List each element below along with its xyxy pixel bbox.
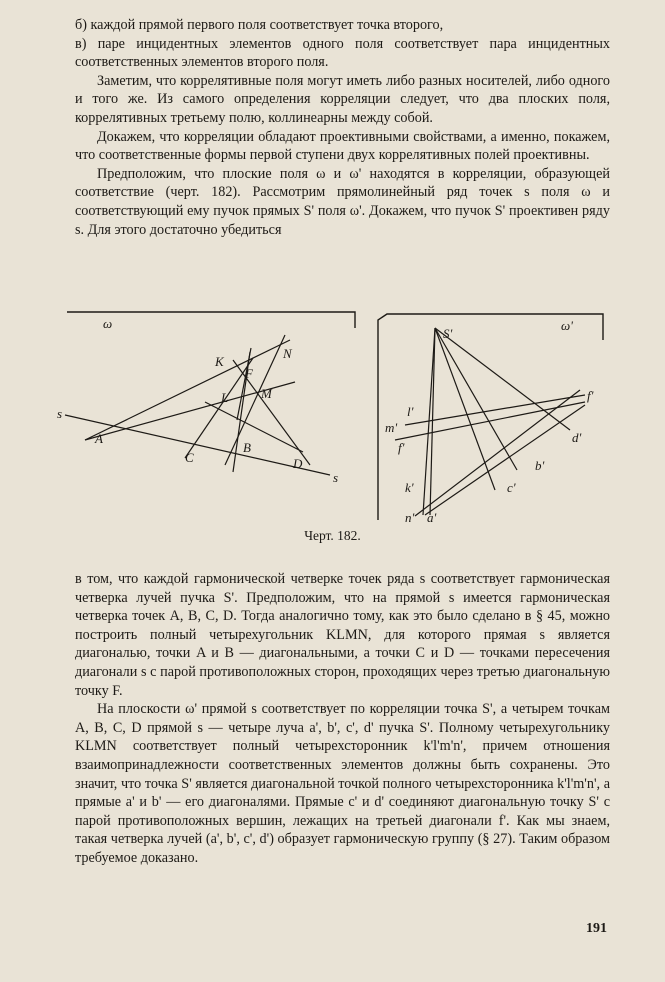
ray-c (435, 328, 495, 490)
paragraph-remark: Заметим, что коррелятивные поля могут иметь либо разных носителей, либо одного и того же. Из самого определения корреляции следует, что два плоских поля, коррелятивных третьему полю, коллинеарны между собой. (75, 72, 610, 126)
point-C: C (185, 450, 194, 465)
label-d-prime: d' (572, 430, 582, 445)
point-B: B (243, 440, 251, 455)
line-LD (205, 402, 303, 452)
ray-d (435, 328, 570, 430)
line-n (425, 405, 585, 515)
label-s-left: s (57, 406, 63, 421)
paragraph-b: б) каждой прямой первого поля соответствует точка второго, (75, 17, 444, 33)
line-NC (225, 335, 285, 465)
label-b-prime: b' (535, 458, 545, 473)
label-omega-prime: ω' (561, 318, 573, 333)
top-text-block (75, 16, 610, 239)
label-s-right: s (333, 470, 339, 485)
point-D: D (293, 456, 303, 471)
label-f-prime-right: f' (587, 388, 594, 403)
label-l-prime: l' (407, 404, 414, 419)
ray-b (435, 328, 517, 470)
paragraph-claim: Докажем, что корреляции обладают проективными свойствами, а именно, покажем, что соответственные формы первой ступени двух коррелятивных полей проективны. (75, 128, 610, 164)
figure-caption: Черт. 182. (304, 528, 361, 543)
point-L: L (221, 390, 229, 405)
label-k-prime: k' (405, 480, 414, 495)
paragraph-v: в) паре инцидентных элементов одного поля соответствует пара инцидентных соответственных элементов второго поля. (75, 35, 610, 71)
point-F: F (245, 366, 253, 381)
label-S-prime: S' (443, 326, 453, 341)
label-c-prime: c' (507, 480, 516, 495)
line-k (415, 390, 580, 516)
figure-182 (55, 290, 615, 540)
label-f-prime-left: f' (398, 440, 405, 455)
paragraph-continuation: в том, что каждой гармонической четверке точек ряда s соответствует гармоническая четверка лучей пучка S'. Предположим, что на прямой s имеется гармоническая четверка точек A, B, C, D. Тогда аналогично тому, как это было сделано в § 45, можно построить полный четырехугольник KLMN, для которого прямая s является диагональю, точки A и B — диагональными, а точки C и D — точками пересечения диагонали s с парой противоположных сторон, проходящих через третью диагональную точку F. (75, 571, 610, 699)
point-K: K (215, 354, 224, 369)
paragraph-plane-omega: На плоскости ω' прямой s соответствует по корреляции точка S', а четырем точкам A, B, C, D прямой s — четыре луча a', b', c', d' пучка S'. Полному четырехугольнику KLMN соответствует полный четырехсторонник k'l'm'n', причем отношения взаимопринадлежности соответственных элементов должны быть сохранены. Это значит, что точка S' является диагональной точкой полного четырехсторонника k'l'm'n', а прямые a' и b' — его диагоналями. Прямые c' и d' соединяют диагональную точку S' с парой противоположных вершин, лежащих на третьей диагонали f'. Как мы знаем, такая четверка лучей (a', b', c', d') образует гармоническую группу (§ 27). Таким образом требуемое доказано. (75, 701, 610, 866)
label-omega: ω (103, 316, 113, 331)
point-N: N (283, 346, 292, 361)
label-n-prime: n' (405, 510, 415, 525)
label-m-prime: m' (385, 420, 398, 435)
ray-a (430, 328, 435, 515)
bottom-text-block (75, 570, 610, 868)
paragraph-assume: Предположим, что плоские поля ω и ω' находятся в корреляции, образующей соответствие (черт. 182). Рассмотрим прямолинейный ряд точек s поля ω и соответствующий ему пучок прямых S' поля ω'. Докажем, что пучок S' проективен ряду s. Для этого достаточно убедиться (75, 165, 610, 238)
point-M: M (261, 386, 272, 401)
point-A: A (95, 431, 103, 446)
line-KL (237, 348, 251, 420)
page-number: 191 (586, 921, 607, 936)
label-a-prime: a' (427, 510, 437, 525)
right-construction (395, 328, 585, 516)
